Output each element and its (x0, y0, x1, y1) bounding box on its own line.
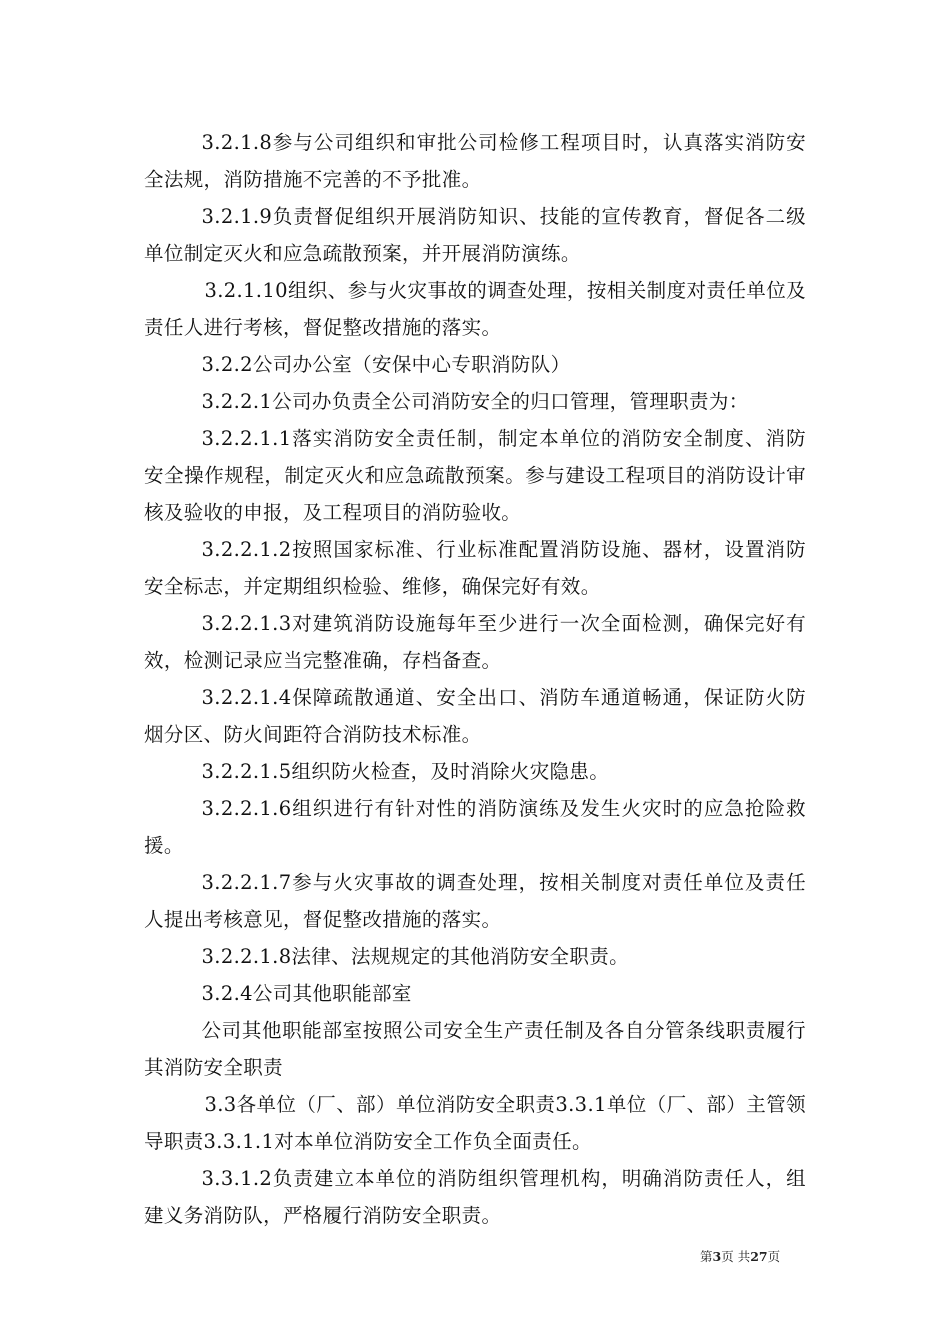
paragraph-3-2-2-1-3: 3.2.2.1.3对建筑消防设施每年至少进行一次全面检测，确保完好有效，检测记录应当完整准确，存档备查。 (144, 612, 806, 672)
footer-prefix: 第 (700, 1249, 713, 1264)
paragraph-3-3-1-2: 3.3.1.2负责建立本单位的消防组织管理机构，明确消防责任人，组建义务消防队，严格履行消防安全职责。 (144, 1167, 806, 1227)
page-number-footer (700, 1247, 780, 1265)
paragraph-3-2-2-1-5: 3.2.2.1.5组织防火检查，及时消除火灾隐患。 (201, 760, 610, 783)
heading-3-2-4: 3.2.4公司其他职能部室 (201, 982, 412, 1005)
footer-suffix: 页 (767, 1249, 781, 1264)
paragraph-3-2-2-1-4: 3.2.2.1.4保障疏散通道、安全出口、消防车通道畅通，保证防火防烟分区、防火间距符合消防技术标准。 (144, 686, 806, 746)
paragraph-3-2-1-9: 3.2.1.9负责督促组织开展消防知识、技能的宣传教育，督促各二级单位制定灭火和应急疏散预案，并开展消防演练。 (144, 205, 806, 265)
paragraph-3-2-2-1-2: 3.2.2.1.2按照国家标准、行业标准配置消防设施、器材，设置消防安全标志，并定期组织检验、维修，确保完好有效。 (144, 538, 806, 598)
footer-current-page: 3 (712, 1249, 722, 1264)
paragraph-3-2-1-8: 3.2.1.8参与公司组织和审批公司检修工程项目时，认真落实消防安全法规，消防措施不完善的不予批准。 (144, 131, 806, 191)
paragraph-3-2-1-10: 3.2.1.10组织、参与火灾事故的调查处理，按相关制度对责任单位及责任人进行考核，督促整改措施的落实。 (144, 279, 806, 339)
heading-3-2-2: 3.2.2公司办公室（安保中心专职消防队） (201, 353, 571, 376)
paragraph-3-2-2-1: 3.2.2.1公司办负责全公司消防安全的归口管理，管理职责为： (201, 390, 749, 413)
footer-total-pages: 27 (750, 1249, 768, 1264)
document-body (144, 124, 806, 1234)
footer-middle: 页 共 (721, 1249, 751, 1264)
paragraph-other-departments: 公司其他职能部室按照公司安全生产责任制及各自分管条线职责履行其消防安全职责 (144, 1019, 806, 1079)
paragraph-3-2-2-1-8: 3.2.2.1.8法律、法规规定的其他消防安全职责。 (201, 945, 629, 968)
paragraph-3-2-2-1-6: 3.2.2.1.6组织进行有针对性的消防演练及发生火灾时的应急抢险救援。 (144, 797, 806, 857)
paragraph-3-3: 3.3各单位（厂、部）单位消防安全职责3.3.1单位（厂、部）主管领导职责3.3.1.1对本单位消防安全工作负全面责任。 (144, 1093, 806, 1153)
paragraph-3-2-2-1-1: 3.2.2.1.1落实消防安全责任制，制定本单位的消防安全制度、消防安全操作规程，制定灭火和应急疏散预案。参与建设工程项目的消防设计审核及验收的申报，及工程项目的消防验收。 (144, 427, 806, 524)
paragraph-3-2-2-1-7: 3.2.2.1.7参与火灾事故的调查处理，按相关制度对责任单位及责任人提出考核意见，督促整改措施的落实。 (144, 871, 806, 931)
